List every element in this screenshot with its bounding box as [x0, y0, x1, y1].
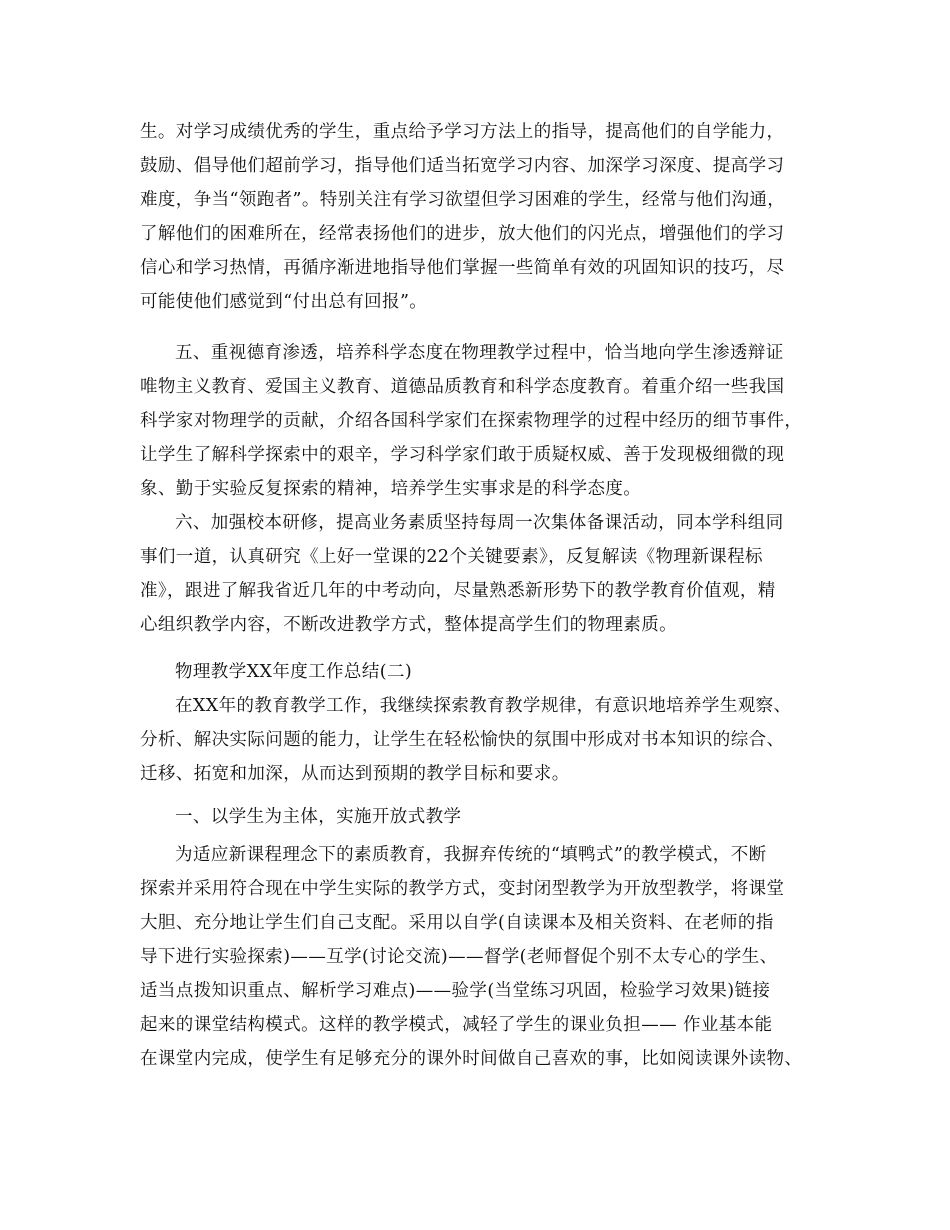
- text-line: 鼓励、倡导他们超前学习，指导他们适当拓宽学习内容、加深学习深度、提高学习: [140, 156, 785, 176]
- text-line: 让学生了解科学探索中的艰辛，学习科学家们敢于质疑权威、善于发现极细微的现: [140, 445, 785, 465]
- section-six-first-line: 六、加强校本研修，提高业务素质坚持每周一次集体备课活动，同本学科组同: [175, 513, 784, 533]
- text-line: 迁移、拓宽和加深，从而达到预期的教学目标和要求。: [140, 764, 570, 784]
- paragraph-first-line: 为适应新课程理念下的素质教育，我摒弃传统的“填鸭式”的教学模式，不断: [175, 845, 767, 865]
- text-line: 心组织教学内容，不断改进教学方式，整体提高学生们的物理素质。: [140, 615, 677, 635]
- text-line: 分析、解决实际问题的能力，让学生在轻松愉快的氛围中形成对书本知识的综合、: [140, 730, 785, 750]
- paragraph-first-line: 在XX年的教育教学工作，我继续探索教育教学规律，有意识地培养学生观察、: [175, 696, 792, 716]
- section-five-first-line: 五、重视德育渗透，培养科学态度在物理教学过程中，恰当地向学生渗透辩证: [175, 343, 784, 363]
- text-line: 可能使他们感觉到“付出总有回报”。: [140, 292, 428, 312]
- text-line: 在课堂内完成，使学生有足够充分的课外时间做自己喜欢的事，比如阅读课外读物、: [140, 1049, 803, 1069]
- text-line: 导下进行实验探索)——互学(讨论交流)——督学(老师督促个别不太专心的学生、: [140, 947, 778, 967]
- text-line: 信心和学习热情，再循序渐进地指导他们掌握一些简单有效的巩固知识的技巧，尽: [140, 258, 785, 278]
- text-line: 难度，争当“领跑者”。特别关注有学习欲望但学习困难的学生，经常与他们沟通，: [140, 190, 786, 210]
- text-line: 适当点拨知识重点、解析学习难点)——验学(当堂练习巩固，检验学习效果)链接: [140, 981, 771, 1001]
- text-line: 准》，跟进了解我省近几年的中考动向，尽量熟悉新形势下的教学教育价值观，精: [140, 581, 776, 601]
- text-line: 起来的课堂结构模式。这样的教学模式，减轻了学生的课业负担—— 作业基本能: [140, 1015, 773, 1035]
- text-line: 大胆、充分地让学生们自己支配。采用以自学(自读课本及相关资料、在老师的指: [140, 913, 774, 933]
- text-line: 象、勤于实验反复探索的精神，培养学生实事求是的科学态度。: [140, 479, 642, 499]
- text-line: 了解他们的困难所在，经常表扬他们的进步，放大他们的闪光点，增强他们的学习: [140, 224, 785, 244]
- text-line: 事们一道，认真研究《上好一堂课的22个关键要素》，反复解读《物理新课程标: [140, 547, 763, 567]
- text-line: 生。对学习成绩优秀的学生，重点给予学习方法上的指导，提高他们的自学能力，: [140, 122, 785, 142]
- section-title: 物理教学XX年度工作总结(二): [175, 662, 413, 682]
- text-line: 探索并采用符合现在中学生实际的教学方式，变封闭型教学为开放型教学，将课堂: [140, 879, 785, 899]
- subsection-heading: 一、以学生为主体，实施开放式教学: [175, 807, 462, 827]
- text-line: 科学家对物理学的贡献，介绍各国科学家们在探索物理学的过程中经历的细节事件，: [140, 411, 803, 431]
- text-line: 唯物主义教育、爱国主义教育、道德品质教育和科学态度教育。着重介绍一些我国: [140, 377, 785, 397]
